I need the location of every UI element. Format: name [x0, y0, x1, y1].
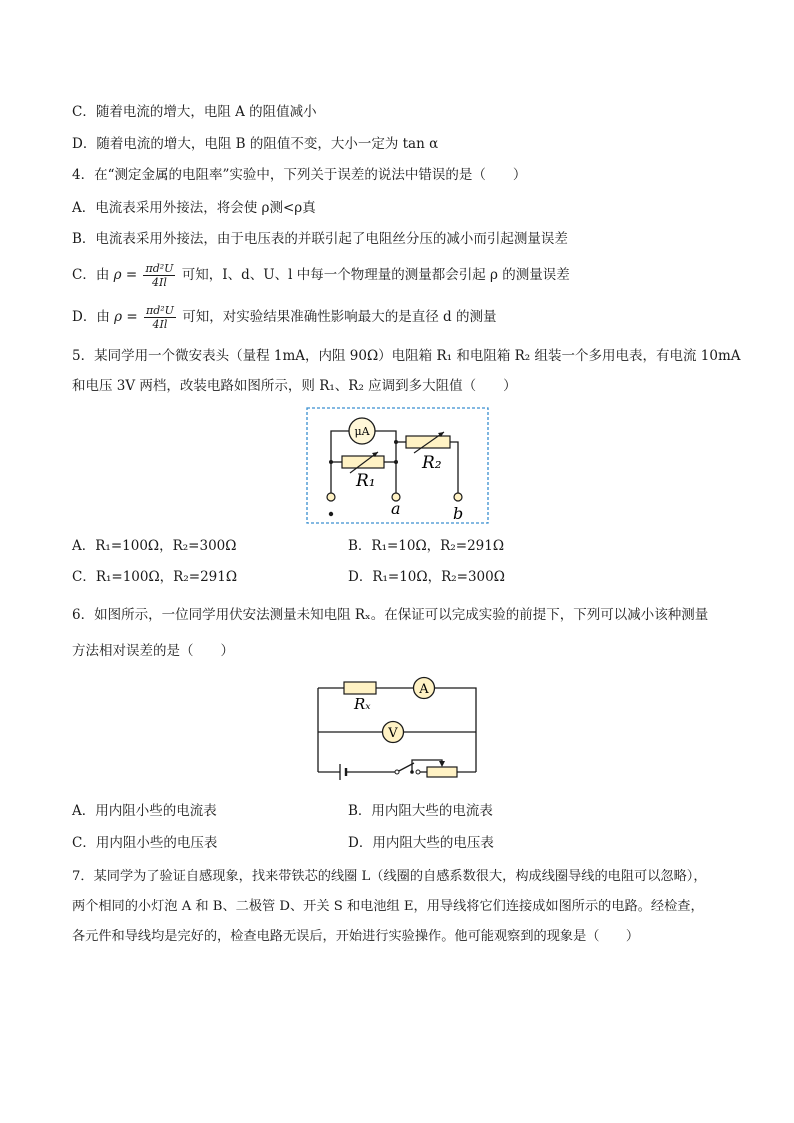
terminal-b-label: b: [453, 504, 464, 523]
switch-contact: [416, 770, 420, 774]
q4-option-b: B．电流表采用外接法，由于电压表的并联引起了电阻丝分压的减小而引起测量误差: [72, 231, 568, 247]
q4-c-numerator: πd²U: [145, 262, 174, 275]
junction-dot: [394, 440, 398, 444]
rx-label: Rₓ: [354, 695, 371, 713]
q4-d-formula: [144, 304, 176, 331]
junction-dot: [394, 460, 398, 464]
terminal-common: [327, 493, 335, 501]
common-terminal-dot: [329, 512, 333, 516]
junction-dot: [410, 770, 414, 774]
slider-arrow: [439, 761, 445, 767]
junction-dot: [329, 460, 333, 464]
q4-option-c: [72, 260, 570, 290]
q5-option-b: B．R₁=10Ω，R₂=291Ω: [348, 538, 505, 554]
q4-d-numerator: πd²U: [145, 304, 174, 317]
q5-stem-line2: 和电压 3V 两档，改装电路如图所示，则 R₁、R₂ 应调到多大阻值（ ）: [72, 378, 517, 394]
q6-option-b: B．用内阻大些的电流表: [348, 803, 493, 819]
q4-d-rho: ρ =: [114, 309, 138, 325]
q4-option-d: [72, 302, 496, 332]
q4-d-suffix: 可知，对实验结果准确性影响最大的是直径 d 的测量: [182, 309, 497, 325]
rheostat: [427, 767, 457, 777]
q4-c-prefix: C．由: [72, 267, 110, 283]
ammeter-label: A: [419, 682, 429, 697]
q4-c-denominator: 4Il: [152, 276, 167, 289]
resistor-box-r1: [342, 456, 384, 468]
q3-option-d: D．随着电流的增大，电阻 B 的阻值不变，大小一定为 tan α: [72, 136, 439, 152]
q5-option-d: D．R₁=10Ω，R₂=300Ω: [348, 569, 505, 585]
q7-stem-line1: 7．某同学为了验证自感现象，找来带铁芯的线圈 L（线圈的自感系数很大，构成线圈导线的电阻可以忽略），: [72, 869, 707, 884]
q6-option-c: C．用内阻小些的电压表: [72, 835, 218, 851]
resistor-rx: [344, 682, 376, 694]
q6-stem-line1: 6．如图所示，一位同学用伏安法测量未知电阻 Rₓ。在保证可以完成实验的前提下，下列可以减小该种测量: [72, 607, 709, 623]
q5-circuit-figure: [306, 407, 489, 524]
q4-stem: 4．在“测定金属的电阻率”实验中，下列关于误差的说法中错误的是（ ）: [72, 167, 527, 183]
q4-d-prefix: D．由: [72, 309, 110, 325]
q6-circuit-figure: [314, 676, 480, 788]
q5-stem-line1: 5．某同学用一个微安表头（量程 1mA，内阻 90Ω）电阻箱 R₁ 和电阻箱 R₂ 组装一个多用电表，有电流 10mA: [72, 348, 741, 364]
r2-label: R₂: [422, 453, 442, 473]
terminal-b: [454, 493, 462, 501]
voltmeter-label: V: [388, 726, 398, 741]
q7-stem-line2: 两个相同的小灯泡 A 和 B、二极管 D、开关 S 和电池组 E，用导线将它们连接成如图所示的电路。经检查，: [72, 899, 704, 914]
r1-label: R₁: [356, 471, 376, 491]
q6-option-a: A．用内阻小些的电流表: [72, 803, 217, 819]
q6-option-d: D．用内阻大些的电压表: [348, 835, 494, 851]
q7-stem-line3: 各元件和导线均是完好的，检查电路无误后，开始进行实验操作。他可能观察到的现象是（ ）: [72, 929, 640, 944]
q4-c-formula: [143, 262, 175, 289]
q4-d-denominator: 4Il: [152, 318, 168, 331]
switch-pivot: [395, 770, 399, 774]
q4-option-a: A．电流表采用外接法，将会使 ρ测<ρ真: [72, 200, 316, 216]
q5-option-c: C．R₁=100Ω，R₂=291Ω: [72, 569, 238, 585]
q6-stem-line2: 方法相对误差的是（ ）: [72, 643, 234, 659]
q4-c-suffix: 可知，I、d、U、l 中每一个物理量的测量都会引起 ρ 的测量误差: [181, 267, 570, 283]
q5-option-a: A．R₁=100Ω，R₂=300Ω: [72, 538, 237, 554]
resistor-box-r2: [406, 436, 450, 448]
microammeter-label: μA: [354, 425, 370, 438]
terminal-a-label: a: [391, 499, 401, 518]
q3-option-c: C．随着电流的增大，电阻 A 的阻值减小: [72, 104, 317, 120]
q4-c-rho: ρ =: [113, 267, 138, 283]
